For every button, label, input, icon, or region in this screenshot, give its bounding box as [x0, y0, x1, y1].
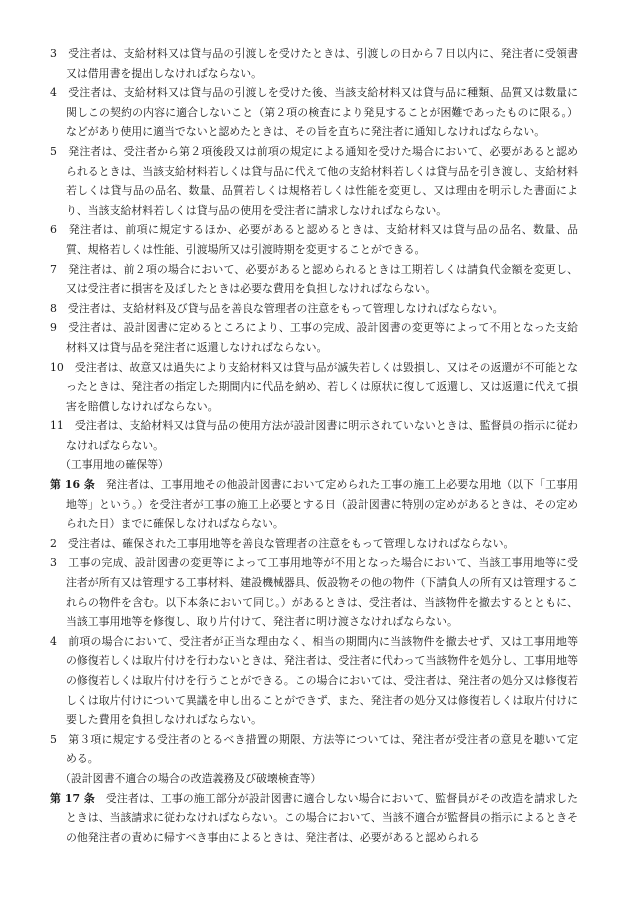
item-text: 工事の完成、設計図書の変更等によって工事用地等が不用となった場合において、当該工事用地等に受注者が所有又は管理する工事材料、建設機械器具、仮設物その他の物件（下請負人の所有又は管理するこれらの物件を含む。以下本条において同じ。）があるときは、受注者は、当該物件を撤去するとともに、当該工事用地等を修復し、取り片付けて、発注者に明け渡さなければならない。: [66, 556, 578, 629]
item-number: 9: [50, 321, 57, 335]
paragraph-item-4b: [50, 632, 578, 730]
article-17: [50, 789, 578, 848]
article-text: 受注者は、工事の施工部分が設計図書に適合しない場合において、監督員がその改造を請求したときは、当該請求に従わなければならない。この場合において、当該不適合が監督員の指示によるときその他発注者の責めに帰すべき事由によるときは、発注者は、必要があると認められる: [66, 791, 578, 844]
paragraph-item-3: [50, 44, 578, 83]
item-number: 5: [50, 144, 57, 158]
item-number: 3: [50, 47, 57, 60]
item-number: 6: [50, 223, 57, 237]
paragraph-item-2: [50, 534, 578, 554]
item-number: 3: [50, 556, 57, 570]
item-text: 第３項に規定する受注者のとるべき措置の期限、方法等については、発注者が受注者の意見を聴いて定める。: [66, 732, 578, 766]
item-number: 2: [50, 536, 57, 550]
section-heading-land: （工事用地の確保等）: [60, 458, 169, 472]
item-number: 4: [50, 634, 57, 648]
paragraph-item-5: [50, 142, 578, 220]
paragraph-item-9: [50, 318, 578, 357]
paragraph-item-11: [50, 416, 578, 455]
paragraph-item-8: [50, 299, 578, 319]
item-text: 発注者は、前項に規定するほか、必要があると認めるときは、支給材料又は貸与品の品名、数量、品質、規格若しくは性能、引渡場所又は引渡時期を変更することができる。: [66, 223, 578, 256]
article-16: [50, 475, 578, 534]
item-number: 7: [50, 262, 57, 276]
paragraph-item-4: [50, 83, 578, 142]
article-text: 発注者は、工事用地その他設計図書において定められた工事の施工上必要な用地（以下「工事用地等」という。）を受注者が工事の施工上必要とする日（設計図書に特別の定めがあるときは、その定められた日）までに確保しなければならない。: [66, 478, 578, 531]
paragraph-item-3b: [50, 553, 578, 631]
item-text: 受注者は、設計図書に定めるところにより、工事の完成、設計図書の変更等によって不用となった支給材料又は貸与品を発注者に返還しなければならない。: [66, 321, 578, 354]
item-number: 10: [50, 360, 64, 374]
article-number: 第 17 条: [50, 791, 95, 805]
item-number: 8: [50, 301, 57, 315]
item-text: 受注者は、支給材料又は貸与品の使用方法が設計図書に明示されていないときは、監督員の指示に従わなければならない。: [66, 419, 578, 452]
paragraph-item-10: [50, 358, 578, 417]
item-text: 受注者は、支給材料及び貸与品を善良な管理者の注意をもって管理しなければならない。: [67, 301, 504, 315]
document-page: [50, 44, 578, 847]
paragraph-item-6: [50, 220, 578, 259]
paragraph-item-5b: [50, 730, 578, 769]
item-text: 発注者は、前２項の場合において、必要があると認められるときは工期若しくは請負代金額を変更し、又は受注者に損害を及ぼしたときは必要な費用を負担しなければならない。: [66, 262, 578, 296]
article-number: 第 16 条: [50, 478, 95, 492]
item-text: 受注者は、故意又は過失により支給材料又は貸与品が滅失若しくは毀損し、又はその返還が不可能となったときは、発注者の指定した期間内に代品を納め、若しくは原状に復して返還し、又は返還に代えて損害を賠償しなければならない。: [66, 360, 578, 413]
item-number: 5: [50, 732, 57, 746]
paragraph-item-7: [50, 260, 578, 299]
item-text: 発注者は、受注者から第２項後段又は前項の規定による通知を受けた場合において、必要があると認められるときは、当該支給材料若しくは貸与品に代えて他の支給材料若しくは貸与品を引き渡し、支給材料若しくは貸与品の品名、数量、品質若しくは規格若しくは性能を変更し、又は理由を明示した書面により、当該支給材料若しくは貸与品の使用を受注者に請求しなければならない。: [66, 144, 578, 217]
item-text: 前項の場合において、受注者が正当な理由なく、相当の期間内に当該物件を撤去せず、又は工事用地等の修復若しくは取片付けを行わないときは、発注者は、受注者に代わって当該物件を処分し、工事用地等の修復若しくは取片付けを行うことができる。この場合においては、受注者は、発注者の処分又は修復若しくは取片付けについて異議を申し出ることができず、また、発注者の処分又は修復若しくは取片付けに要した費用を負担しなければならない。: [66, 634, 578, 727]
item-number: 4: [50, 86, 57, 100]
item-text: 受注者は、支給材料又は貸与品の引渡しを受けた後、当該支給材料又は貸与品に種類、品質又は数量に関しこの契約の内容に適合しないこと（第２項の検査により発見することが困難であったものに限る。）などがあり使用に適当でないと認めたときは、その旨を直ちに発注者に通知しなければならない。: [66, 86, 578, 139]
item-text: 受注者は、確保された工事用地等を善良な管理者の注意をもって管理しなければならない。: [67, 536, 515, 550]
item-text: 受注者は、支給材料又は貸与品の引渡しを受けたときは、引渡しの日から７日以内に、発注者に受領書又は借用書を提出しなければならない。: [66, 47, 578, 80]
section-heading-nonconformity: （設計図書不適合の場合の改造義務及び破壊検査等）: [60, 771, 322, 785]
item-number: 11: [50, 419, 64, 433]
